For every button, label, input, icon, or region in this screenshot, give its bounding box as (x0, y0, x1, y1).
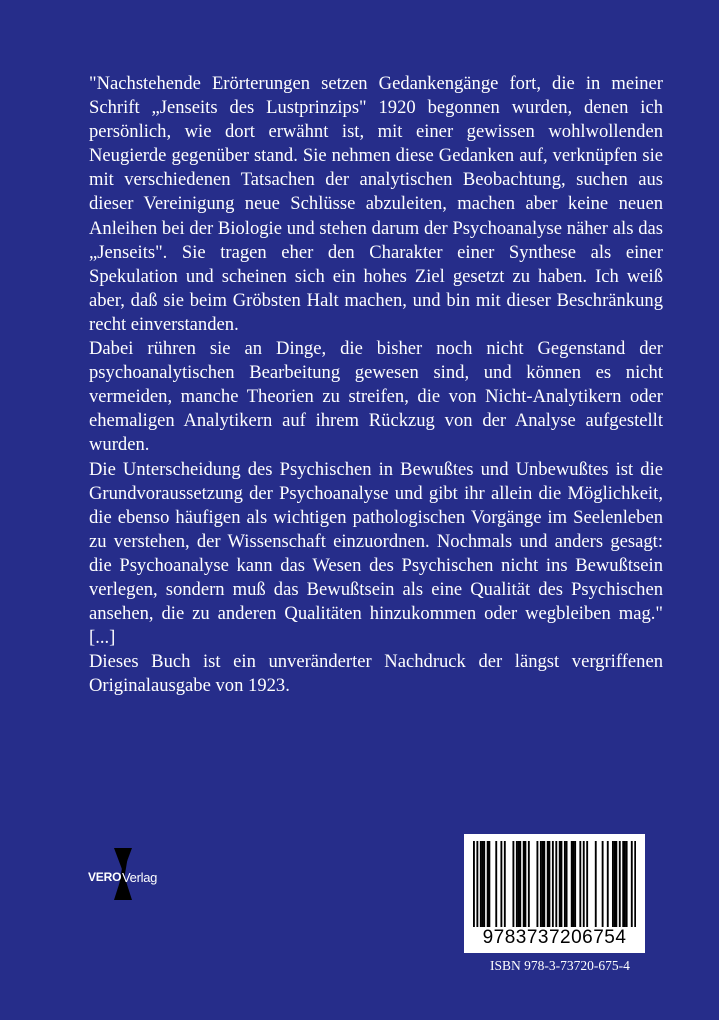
barcode-bar (555, 841, 557, 927)
barcode-bar (518, 841, 520, 927)
barcode-bar (566, 841, 568, 927)
barcode-bar (559, 841, 561, 927)
blurb-paragraph-3: Die Unterscheidung des Psychischen in Bewußtes und Unbewußtes ist die Grundvoraussetzung der Psychoanalyse und gibt ihr allein die Möglichkeit, die ebenso häufigen als wichtigen pathologischen Vorgänge im Seelenleben zu verstehen, der Wissenschaft einzuordnen. Nochmals und anders gesagt: die Psychoanalyse kann das Wesen des Psychischen nicht ins Bewußtsein verlegen, sondern muß das Bewußtsein als eine Qualität des Psychischen ansehen, die zu anderen Qualitäten hinzukommen oder wegbleiben mag." [...] (89, 458, 663, 649)
barcode-bar (607, 841, 609, 927)
barcode-bar (624, 841, 626, 927)
barcode-bar (583, 841, 585, 927)
blurb-text (89, 72, 663, 698)
barcode-bar (542, 841, 544, 927)
barcode-bar (622, 841, 624, 927)
blurb-paragraph-2: Dabei rühren sie an Dinge, die bisher noch nicht Gegenstand der psychoanalytischen Bearbeitung gewesen sind, und können es nicht vermeiden, manche Theorien zu streifen, die von Nicht-Analytikern oder ehemaligen Analytikern auf ihrem Rückzug von der Analyse aufgestellt wurden. (89, 338, 663, 456)
barcode-bar (547, 841, 549, 927)
barcode-bar (543, 841, 545, 927)
barcode-bar (612, 841, 614, 927)
barcode-bar (571, 841, 573, 927)
barcode-bar (586, 841, 588, 927)
barcode-bar (523, 841, 525, 927)
barcode-bar (631, 841, 633, 927)
barcode-bar (524, 841, 526, 927)
barcode-bar (500, 841, 502, 927)
barcode-bar (634, 841, 636, 927)
barcode-bar (615, 841, 617, 927)
barcode-bar (512, 841, 514, 927)
barcode-bar (548, 841, 550, 927)
barcode-bar (626, 841, 628, 927)
barcode-bar (480, 841, 482, 927)
barcode-bars (473, 841, 636, 927)
barcode-bar (519, 841, 521, 927)
barcode-bar (483, 841, 485, 927)
barcode-bar (573, 841, 575, 927)
barcode-bar (504, 841, 506, 927)
barcode-bar (482, 841, 484, 927)
barcode-bar (564, 841, 566, 927)
barcode-bar (540, 841, 542, 927)
barcode-bar (614, 841, 616, 927)
publisher-logo (88, 846, 158, 902)
barcode-digits: 9783737206754 (482, 927, 627, 948)
logo-verlag-text: Verlag (122, 870, 158, 885)
barcode-bar (579, 841, 581, 927)
barcode-bar (516, 841, 518, 927)
barcode-bar (473, 841, 475, 927)
isbn-text: ISBN 978-3-73720-675-4 (490, 958, 630, 973)
barcode-bar (495, 841, 497, 927)
barcode-bar (619, 841, 621, 927)
barcode-bar (595, 841, 597, 927)
barcode-bar (602, 841, 604, 927)
barcode-bar (574, 841, 576, 927)
barcode-bar (488, 841, 490, 927)
barcode-bar (552, 841, 554, 927)
blurb-paragraph-4: Dieses Buch ist ein unveränderter Nachdruck der längst vergriffenen Originalausgabe von 1923. (89, 651, 663, 697)
logo-vero-text: VERO (88, 870, 122, 884)
barcode (464, 834, 645, 953)
barcode-bar (487, 841, 489, 927)
barcode-bar (561, 841, 563, 927)
barcode-bar (528, 841, 530, 927)
barcode-bar (536, 841, 538, 927)
blurb-paragraph-1: "Nachstehende Erörterungen setzen Gedankengänge fort, die in meiner Schrift „Jenseits des Lustprinzips" 1920 begonnen wurden, denen ich persönlich, wie dort erwähnt ist, mit einer gewissen wohlwollenden Neugierde gegenüber stand. Sie nehmen diese Gedanken auf, verknüpfen sie mit verschiedenen Tatsachen der analytischen Beobachtung, suchen aus dieser Vereinigung neue Schlüsse abzuleiten, machen aber keine neuen Anleihen bei der Biologie und stehen darum der Psychoanalyse näher als das „Jenseits". Sie tragen eher den Charakter einer Synthese als einer Spekulation und scheinen sich ein hohes Ziel gesetzt zu haben. Ich weiß aber, daß sie beim Gröbsten Halt machen, und bin mit dieser Beschränkung recht einverstanden. (89, 73, 663, 335)
barcode-bar (476, 841, 478, 927)
